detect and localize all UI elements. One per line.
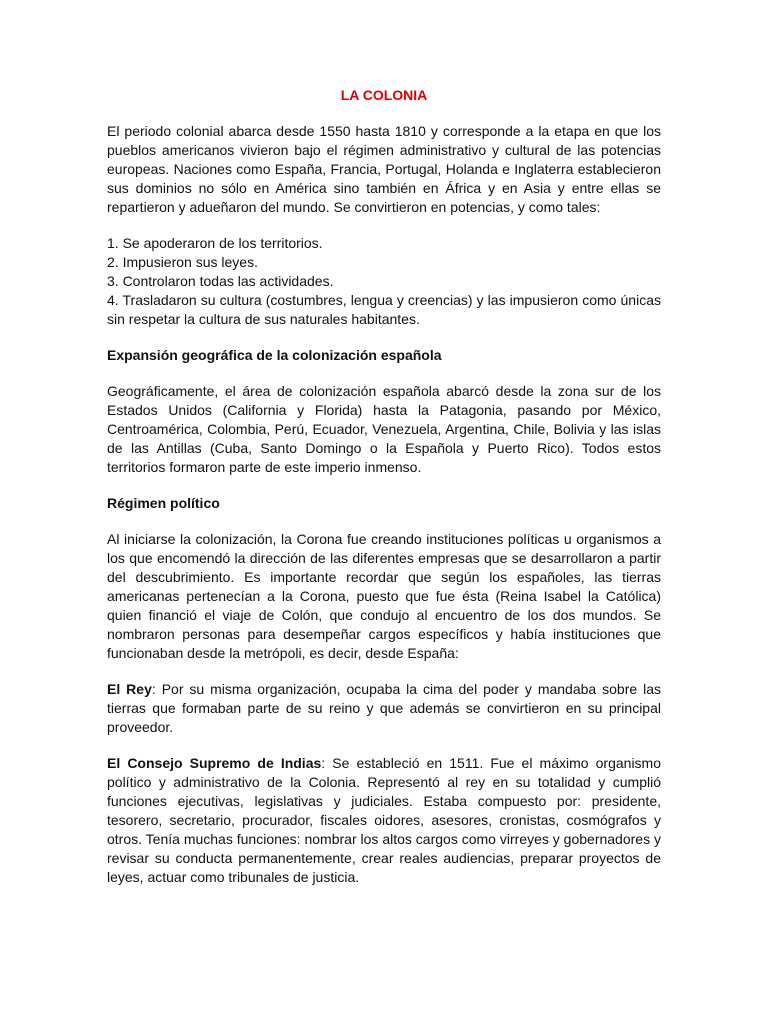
list-item: 4. Trasladaron su cultura (costumbres, lengua y creencias) y las impusieron como únicas sin respetar la cultura de sus naturales habitantes. <box>107 292 661 327</box>
rey-text: : Por su misma organización, ocupaba la cima del poder y mandaba sobre las tierras que formaban parte de su reino y que además se convirtieron en su principal proveedor. <box>107 681 661 735</box>
expansion-paragraph: Geográficamente, el área de colonización española abarcó desde la zona sur de los Estados Unidos (California y Florida) hasta la Patagonia, pasando por México, Centroamérica, Colombia, Perú, Ecuador, Venezuela, Argentina, Chile, Bolivia y las islas de las Antillas (Cuba, Santo Domingo o la Española y Puerto Rico). Todos estos territorios formaron parte de este imperio inmenso. <box>107 383 661 475</box>
regimen-paragraph: Al iniciarse la colonización, la Corona fue creando instituciones políticas u organismos a los que encomendó la dirección de las diferentes empresas que se desarrollaron a partir del descubrimiento. Es importante recordar que según los españoles, las tierras americanas pertenecían a la Corona, puesto que fue ésta (Reina Isabel la Católica) quien financió el viaje de Colón, que condujo al encuentro de los dos mundos. Se nombraron personas para desempeñar cargos específicos y había instituciones que funcionaban desde la metrópoli, es decir, desde España: <box>107 531 661 661</box>
consejo-text: : Se estableció en 1511. Fue el máximo organismo político y administrativo de la Colonia. Representó al rey en su totalidad y cumplió funciones ejecutivas, legislativas y judiciales. Estaba compuesto por: presidente, tesorero, secretario, procurador, fiscales oidores, asesores, cronistas, cosmógrafos y otros. Tenía muchas funciones: nombrar los altos cargos como virreyes y gobernadores y revisar su conducta permanentemente, crear reales audiencias, preparar proyectos de leyes, actuar como tribunales de justicia. <box>107 755 661 885</box>
rey-term: El Rey <box>107 681 152 697</box>
list-item: 3. Controlaron todas las actividades. <box>107 273 334 289</box>
rey-paragraph <box>107 680 661 737</box>
consejo-term: El Consejo Supremo de Indias <box>107 755 322 771</box>
document-title: LA COLONIA <box>340 87 428 103</box>
consequences-list <box>107 234 661 329</box>
document-page <box>107 86 661 904</box>
consejo-paragraph <box>107 754 661 887</box>
list-item: 2. Impusieron sus leyes. <box>107 254 258 270</box>
section-heading-regimen: Régimen político <box>107 495 220 511</box>
intro-paragraph: El periodo colonial abarca desde 1550 hasta 1810 y corresponde a la etapa en que los pueblos americanos vivieron bajo el régimen administrativo y cultural de las potencias europeas. Naciones como España, Francia, Portugal, Holanda e Inglaterra establecieron sus dominios no sólo en América sino también en África y en Asia y entre ellas se repartieron y adueñaron del mundo. Se convirtieron en potencias, y como tales: <box>107 123 661 215</box>
list-item: 1. Se apoderaron de los territorios. <box>107 235 323 251</box>
section-heading-expansion: Expansión geográfica de la colonización española <box>107 347 442 363</box>
